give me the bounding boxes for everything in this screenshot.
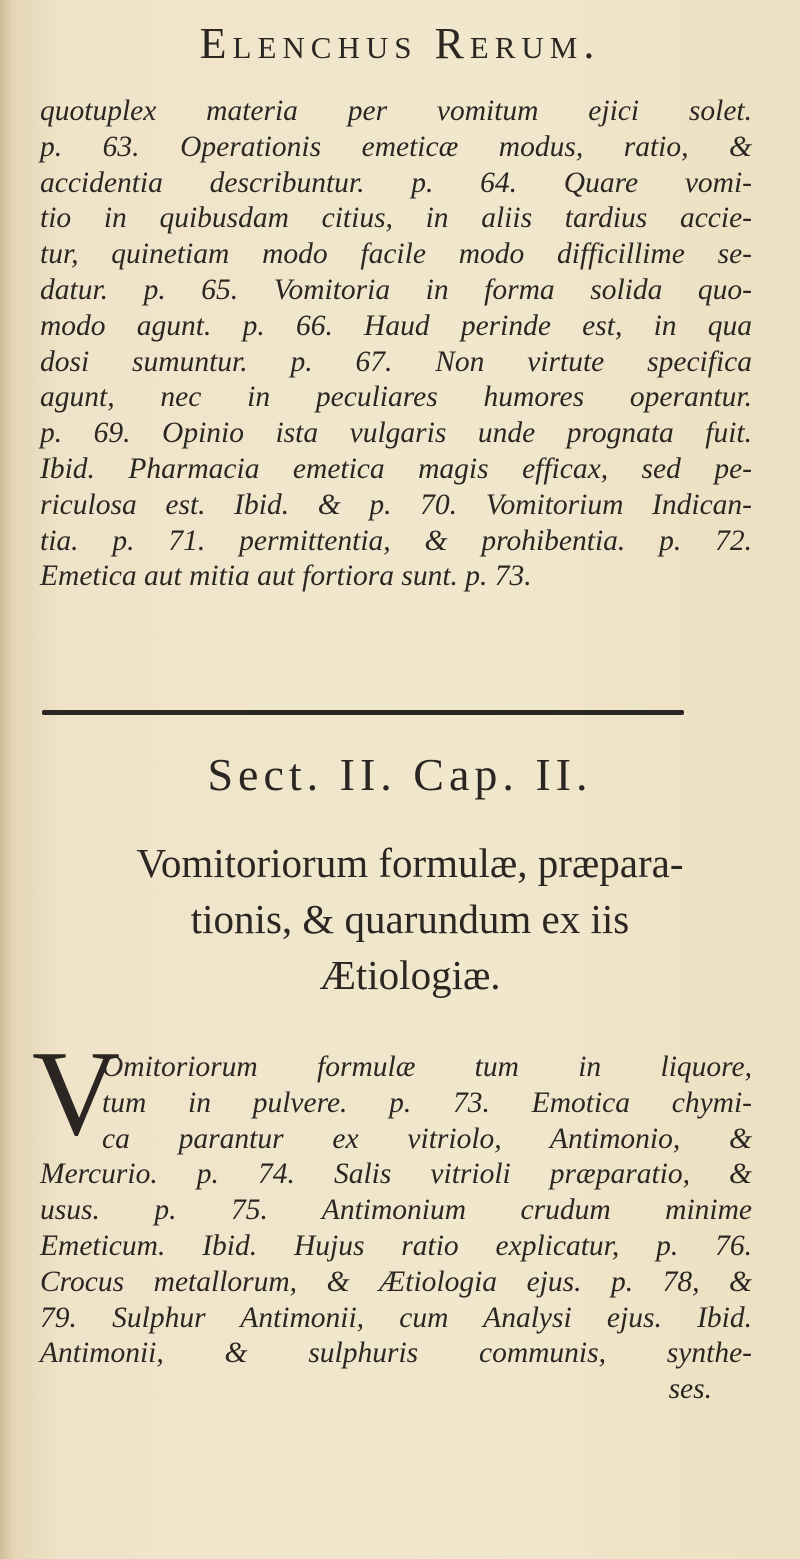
- text-line: agunt, nec in peculiares humores operantur.: [40, 381, 752, 414]
- text-line: tum in pulvere. p. 73. Emotica chymi-: [102, 1086, 752, 1119]
- running-head: Elenchus Rerum.: [199, 19, 601, 68]
- section-heading: Sect. II. Cap. II.: [207, 749, 593, 800]
- text-line: p. 69. Opinio ista vulgaris unde prognata fuit.: [40, 417, 752, 450]
- text-line: p. 63. Operationis emeticæ modus, ratio, &: [40, 130, 752, 163]
- text-line: ca parantur ex vitriolo, Antimonio, &: [102, 1122, 752, 1155]
- text-line: tio in quibusdam citius, in aliis tardius accie-: [40, 202, 752, 235]
- text-line: usus. p. 75. Antimonium crudum minime: [40, 1194, 752, 1227]
- text-line: Emetica aut mitia aut fortiora sunt. p. 73.: [40, 560, 532, 593]
- chapter-title-line: Ætiologiæ.: [319, 952, 501, 998]
- text-line: Ibid. Pharmacia emetica magis efficax, sed pe-: [40, 452, 752, 485]
- text-line: Crocus metallorum, & Ætiologia ejus. p. 78, &: [40, 1265, 752, 1298]
- drop-cap: V: [32, 1026, 121, 1161]
- chapter-title-line: Vomitoriorum formulæ, præpara-: [136, 840, 684, 886]
- text-line: Mercurio. p. 74. Salis vitrioli præparatio, &: [40, 1158, 752, 1191]
- text-line: tur, quinetiam modo facile modo difficillime se-: [40, 238, 752, 271]
- text-line: tia. p. 71. permittentia, & prohibentia. p. 72.: [40, 524, 752, 557]
- text-line: Omitoriorum formulæ tum in liquore,: [102, 1051, 752, 1083]
- chapter-title: [60, 835, 760, 1003]
- index-entries-body: [40, 1050, 752, 1408]
- text-line: Emeticum. Ibid. Hujus ratio explicatur, p. 76.: [40, 1229, 752, 1262]
- text-line: quotuplex materia per vomitum ejici solet.: [40, 95, 752, 127]
- text-line: riculosa est. Ibid. & p. 70. Vomitorium Indican-: [40, 488, 752, 521]
- text-line: modo agunt. p. 66. Haud perinde est, in qua: [40, 309, 752, 342]
- text-line: dosi sumuntur. p. 67. Non virtute specifica: [40, 345, 752, 378]
- catchword: ses.: [668, 1373, 712, 1406]
- section-divider-rule: [42, 710, 684, 715]
- text-line: accidentia describuntur. p. 64. Quare vomi-: [40, 166, 752, 199]
- text-line: datur. p. 65. Vomitoria in forma solida quo-: [40, 273, 752, 306]
- text-line: Antimonii, & sulphuris communis, synthe-: [40, 1337, 752, 1370]
- chapter-title-line: tionis, & quarundum ex iis: [190, 896, 630, 942]
- index-entries-top: [40, 94, 752, 595]
- text-line: 79. Sulphur Antimonii, cum Analysi ejus. Ibid.: [40, 1301, 752, 1334]
